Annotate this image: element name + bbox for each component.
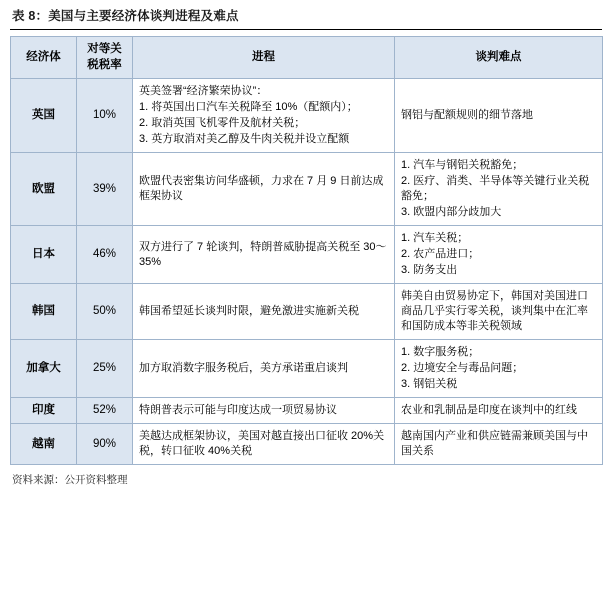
cell-progress: 韩国希望延长谈判时限，避免激进实施新关税 (133, 284, 395, 340)
table-row (11, 340, 603, 398)
cell-progress: 加方取消数字服务税后，美方承诺重启谈判 (133, 340, 395, 398)
cell-tariff-rate: 10% (77, 79, 133, 153)
table-row (11, 398, 603, 424)
table-header (11, 37, 603, 79)
table-row (11, 153, 603, 226)
table-row (11, 226, 603, 284)
cell-difficulty: 越南国内产业和供应链需兼顾美国与中国关系 (395, 424, 603, 465)
cell-difficulty: 1. 汽车关税； 2. 农产品进口； 3. 防务支出 (395, 226, 603, 284)
source-note: 资料来源：公开资料整理 (12, 474, 128, 486)
cell-difficulty: 钢铝与配额规则的细节落地 (395, 79, 603, 153)
title-divider (10, 29, 602, 30)
negotiation-table (10, 36, 603, 465)
cell-economy: 越南 (11, 424, 77, 465)
cell-tariff-rate: 25% (77, 340, 133, 398)
table-row (11, 284, 603, 340)
table-row (11, 424, 603, 465)
cell-economy: 印度 (11, 398, 77, 424)
cell-progress: 欧盟代表密集访问华盛顿，力求在 7 月 9 日前达成框架协议 (133, 153, 395, 226)
cell-tariff-rate: 39% (77, 153, 133, 226)
cell-economy: 日本 (11, 226, 77, 284)
cell-difficulty: 1. 数字服务税； 2. 边境安全与毒品问题； 3. 钢铝关税 (395, 340, 603, 398)
page-title: 表 8：美国与主要经济体谈判进程及难点 (12, 9, 239, 23)
cell-tariff-rate: 90% (77, 424, 133, 465)
cell-difficulty: 1. 汽车与钢铝关税豁免； 2. 医疗、消类、半导体等关键行业关税豁免； 3. 欧盟内部分歧加大 (395, 153, 603, 226)
column-header-progress: 进程 (133, 37, 395, 79)
table-header-row (11, 37, 603, 79)
cell-progress: 英美签署“经济繁荣协议”： 1. 将英国出口汽车关税降至 10%（配额内）； 2. 取消英国飞机零件及航材关税； 3. 英方取消对美乙醇及牛肉关税并设立配额 (133, 79, 395, 153)
cell-tariff-rate: 52% (77, 398, 133, 424)
cell-economy: 英国 (11, 79, 77, 153)
cell-economy: 韩国 (11, 284, 77, 340)
cell-tariff-rate: 50% (77, 284, 133, 340)
table-row (11, 79, 603, 153)
cell-tariff-rate: 46% (77, 226, 133, 284)
column-header-economy: 经济体 (11, 37, 77, 79)
cell-progress: 特朗普表示可能与印度达成一项贸易协议 (133, 398, 395, 424)
column-header-tariff-rate: 对等关 税税率 (77, 37, 133, 79)
cell-progress: 美越达成框架协议，美国对越直接出口征收 20%关税，转口征收 40%关税 (133, 424, 395, 465)
cell-economy: 欧盟 (11, 153, 77, 226)
column-header-difficulty: 谈判难点 (395, 37, 603, 79)
cell-difficulty: 韩美自由贸易协定下，韩国对美国进口商品几乎实行零关税，谈判集中在汇率和国防成本等非关税领域 (395, 284, 603, 340)
table-body (11, 79, 603, 465)
cell-progress: 双方进行了 7 轮谈判，特朗普威胁提高关税至 30～35% (133, 226, 395, 284)
cell-difficulty: 农业和乳制品是印度在谈判中的红线 (395, 398, 603, 424)
cell-economy: 加拿大 (11, 340, 77, 398)
